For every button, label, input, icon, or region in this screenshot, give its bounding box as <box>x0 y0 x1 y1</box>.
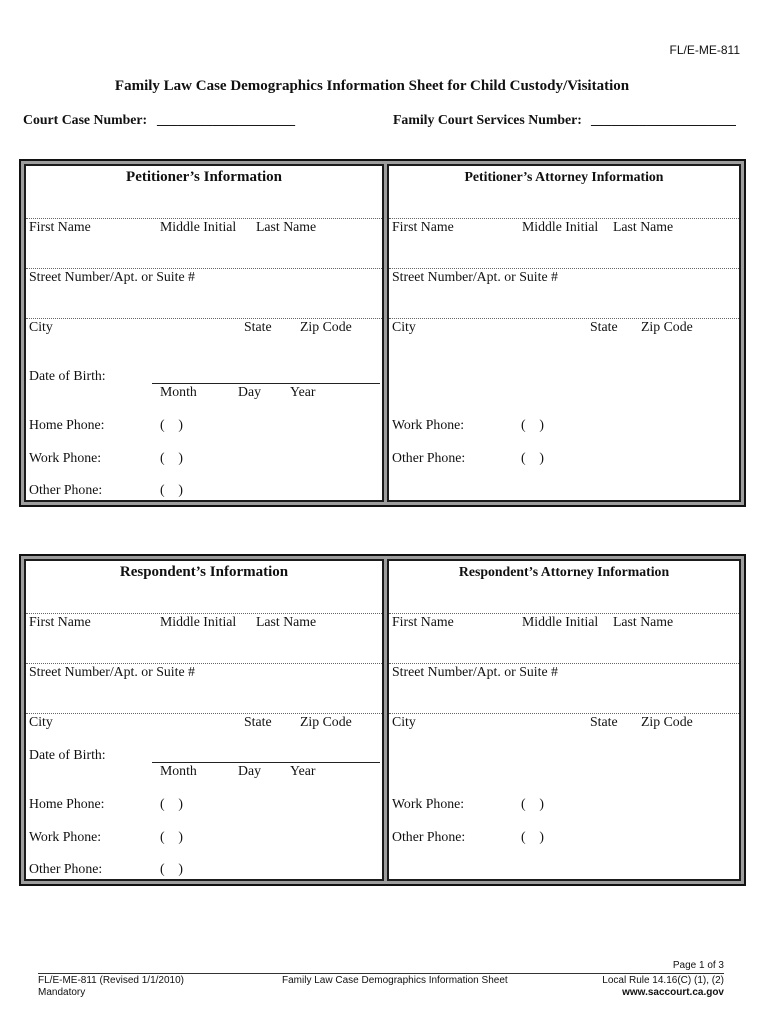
work-phone-label: Work Phone: <box>392 796 465 811</box>
home-phone-area-code: ( ) <box>160 796 183 811</box>
middle-initial-label: Middle Initial <box>160 219 237 234</box>
state-label: State <box>244 714 272 729</box>
middle-initial-label: Middle Initial <box>522 614 599 629</box>
home-phone-label: Home Phone: <box>29 796 105 811</box>
zip-code-label: Zip Code <box>300 714 352 729</box>
zip-code-label: Zip Code <box>641 714 693 729</box>
street-address-label: Street Number/Apt. or Suite # <box>29 269 195 284</box>
last-name-label: Last Name <box>613 219 674 234</box>
other-phone-label: Other Phone: <box>392 450 466 465</box>
family-court-services-number-blank: _____________________ <box>591 112 736 127</box>
last-name-label: Last Name <box>613 614 674 629</box>
zip-code-label: Zip Code <box>641 319 693 334</box>
work-phone-label: Work Phone: <box>29 829 102 844</box>
page-number: Page 1 of 3 <box>672 960 724 971</box>
other-phone-label: Other Phone: <box>29 482 103 497</box>
home-phone-label: Home Phone: <box>29 417 105 432</box>
zip-code-label: Zip Code <box>300 319 352 334</box>
city-label: City <box>392 714 416 729</box>
page-title: Family Law Case Demographics Information Sheet for Child Custody/Visitation <box>114 78 630 94</box>
work-phone-area-code: ( ) <box>521 796 544 811</box>
work-phone-area-code: ( ) <box>160 829 183 844</box>
street-address-label: Street Number/Apt. or Suite # <box>392 269 558 284</box>
dob-month-label: Month <box>160 384 197 399</box>
dob-month-label: Month <box>160 763 197 778</box>
court-website: www.saccourt.ca.gov <box>622 987 724 998</box>
first-name-label: First Name <box>29 219 91 234</box>
family-court-services-number-label: Family Court Services Number: <box>393 112 582 127</box>
other-phone-label: Other Phone: <box>29 861 103 876</box>
respondent-info-panel <box>24 559 384 881</box>
form-revision: FL/E-ME-811 (Revised 1/1/2010) <box>38 975 184 986</box>
work-phone-area-code: ( ) <box>160 450 183 465</box>
respondent-attorney-panel <box>387 559 741 881</box>
dob-day-label: Day <box>238 763 261 778</box>
first-name-label: First Name <box>392 219 454 234</box>
street-address-label: Street Number/Apt. or Suite # <box>29 664 195 679</box>
state-label: State <box>590 319 618 334</box>
respondent-section <box>19 554 746 886</box>
home-phone-area-code: ( ) <box>160 417 183 432</box>
other-phone-area-code: ( ) <box>521 450 544 465</box>
dob-year-label: Year <box>290 384 316 399</box>
footer-form-name: Family Law Case Demographics Information Sheet <box>282 975 508 986</box>
petitioner-info-heading: Petitioner’s Information <box>126 169 282 185</box>
city-label: City <box>392 319 416 334</box>
date-of-birth-label: Date of Birth: <box>29 747 106 762</box>
work-phone-label: Work Phone: <box>392 417 465 432</box>
respondent-info-heading: Respondent’s Information <box>119 564 289 580</box>
date-of-birth-label: Date of Birth: <box>29 368 106 383</box>
petitioner-section <box>19 159 746 507</box>
footer-rule <box>38 973 724 974</box>
work-phone-area-code: ( ) <box>521 417 544 432</box>
state-label: State <box>244 319 272 334</box>
form-code: FL/E-ME-811 <box>669 43 740 57</box>
first-name-label: First Name <box>392 614 454 629</box>
middle-initial-label: Middle Initial <box>160 614 237 629</box>
first-name-label: First Name <box>29 614 91 629</box>
dob-year-label: Year <box>290 763 316 778</box>
other-phone-area-code: ( ) <box>160 482 183 497</box>
court-case-number-blank: ____________________ <box>157 112 295 127</box>
last-name-label: Last Name <box>256 614 317 629</box>
street-address-label: Street Number/Apt. or Suite # <box>392 664 558 679</box>
city-label: City <box>29 319 53 334</box>
other-phone-area-code: ( ) <box>521 829 544 844</box>
petitioner-attorney-heading: Petitioner’s Attorney Information <box>464 169 664 184</box>
city-label: City <box>29 714 53 729</box>
petitioner-attorney-panel <box>387 164 741 502</box>
work-phone-label: Work Phone: <box>29 450 102 465</box>
last-name-label: Last Name <box>256 219 317 234</box>
petitioner-info-panel <box>24 164 384 502</box>
other-phone-label: Other Phone: <box>392 829 466 844</box>
state-label: State <box>590 714 618 729</box>
form-status: Mandatory <box>38 987 86 998</box>
respondent-attorney-heading: Respondent’s Attorney Information <box>458 564 670 579</box>
middle-initial-label: Middle Initial <box>522 219 599 234</box>
local-rule: Local Rule 14.16(C) (1), (2) <box>602 975 724 986</box>
dob-day-label: Day <box>238 384 261 399</box>
other-phone-area-code: ( ) <box>160 861 183 876</box>
court-case-number-label: Court Case Number: <box>23 112 148 127</box>
